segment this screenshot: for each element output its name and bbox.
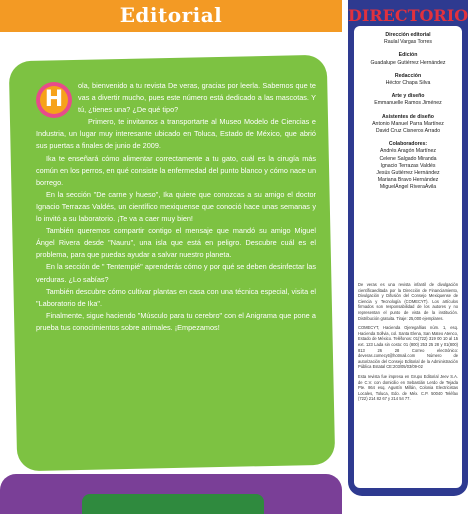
directory-role: Dirección editorial [385, 32, 431, 38]
directory-role: Arte y diseño [391, 93, 425, 100]
directory-role: Asistentes de diseño [382, 113, 434, 120]
legal-paragraph: De veras es una revista infantil de divulgación científicaeditada por la Dirección de Financiamiento, Divulgación y Difusión del Consejo Mexiquense de Ciencia y Tecnología (COMECYT). Los artículos firmados son responsabilidad de los autores y no representan el punto de vista de la institución. Distribución gratuita. Tiraje: 25,000 ejemplares. [358, 282, 458, 321]
directory-section [358, 141, 458, 191]
directory-person: David Cruz Cisneros Arrado [375, 128, 441, 135]
directory-section [358, 73, 458, 87]
page-title: Editorial [119, 3, 223, 27]
directory-list [358, 32, 458, 198]
dropcap-badge [36, 82, 72, 118]
paragraph: También descubre cómo cultivar plantas en casa con una técnica especial, visita el "Laboratorio de Ika". [36, 286, 316, 308]
paragraph: Finalmente, sigue haciendo "Músculo para tu cerebro" con el Anigrama que pone a prueba tus conocimientos sobre animales. ¡Empezamos! [36, 310, 316, 332]
directory-person: MiguelÁngel RiveraÁvila [379, 184, 437, 191]
paragraph: En la sección de " Tentempié" aprenderás cómo y por qué se deben desinfectar las verduras. ¿Lo sabías? [36, 262, 316, 284]
directory-role: Edición [398, 52, 418, 59]
paragraph: Primero, te invitamos a transportarte al Museo Modelo de Ciencias e Industria, un lugar muy interesante ubicado en Toluca, Estado de México, que abrió sus puertas a finales de junio de 2009. [36, 117, 316, 151]
footer-tab [82, 494, 264, 514]
directory-section [358, 93, 458, 107]
legal-paragraph: Esta revista fue impresa en Grupo Editorial Jeev S.A. de C.V. con domicilio en Sebastián Lerdo de Tejada Pte. 864 esq. Agustín Millán, Colonia Electricistas Locales, Toluca, Edo. de Méx. C.P. 50040 Teléfax (722) 214 82 67 y 214 54 77. [358, 373, 458, 402]
dropcap-letter: H [40, 86, 68, 114]
directory-person: Celene Salgado Miranda [379, 155, 437, 162]
directory-role: Redacción [394, 72, 422, 79]
paragraph: En la sección "De carne y hueso", Ika quiere que conozcas a su amigo el doctor Ignacio Terrazas Valdés, un científico mexiquense que conoció hace unas semanas y lo invitó a su laboratorio. ¡Te va a caer muy bien! [36, 189, 316, 224]
directory-person: Emmanuelle Ramos Jiménez [374, 100, 442, 107]
directory-person: Guadalupe Gutiérrez Hernández [370, 59, 446, 66]
directory-person: Andrés Aragón Martínez [380, 148, 436, 155]
directory-section [358, 32, 458, 46]
paragraph-text: ola, bienvenido a tu revista De veras, gracias por leerla. Sabemos que te vas a divertir mucho, pues este número está dedicado a las mascotas. Y tú, ¿tienes una? ¿De qué tipo? [78, 81, 316, 115]
directory-section [358, 114, 458, 136]
directory-person: Héctor Chapa Silva [385, 80, 431, 87]
paragraph [36, 80, 316, 116]
directory-role: Colaboradores: [388, 141, 428, 148]
directory-person: Jesús Gutiérrez Hernández [376, 170, 440, 177]
directory-title: DIRECTORIO [348, 6, 469, 25]
directory-person: Raulal Vargas Torres [384, 39, 432, 46]
paragraph: También queremos compartir contigo el mensaje que mandó su amigo Miguel Ángel Rivera desde "Nauru", una isla que está en peligro. Descubre cuál es el problema, para que puedas ayudar a salvar nuestro planeta. [36, 226, 316, 260]
directory-person: Mariana Bravo Hernández [377, 177, 439, 184]
directory-person: Ignacio Terrazas Valdés [380, 162, 436, 169]
directory-section [358, 52, 458, 66]
paragraph: Ika te enseñará cómo alimentar correctamente a tu gato, cuál es la cirugía más común en los perros, en qué consiste la enfermedad del punto blanco y cómo nace un borrego. [36, 153, 316, 187]
editorial-text [36, 80, 316, 480]
directory-person: Antonio Manuel Parra Martínez [372, 120, 444, 127]
legal-text [358, 282, 458, 406]
legal-paragraph: COMECYT, Hacienda Ojeregañias núm. 1, esq. Hacienda Sollvia, col. Santa Elena, San Mateo Atenco, Estado de México. Teléfonos: 01(722) 319 00 10 al 15 ext. 123 Lada sin costo: 01 (800) 253 25 28 y 01(800) 813 26 28 Correo electrónico: deveras.comecyt@hotmail.com Número de autorización del Consejo Editorial de la Administración Pública Estatal CE:203/05/03/09-02 [358, 325, 458, 370]
